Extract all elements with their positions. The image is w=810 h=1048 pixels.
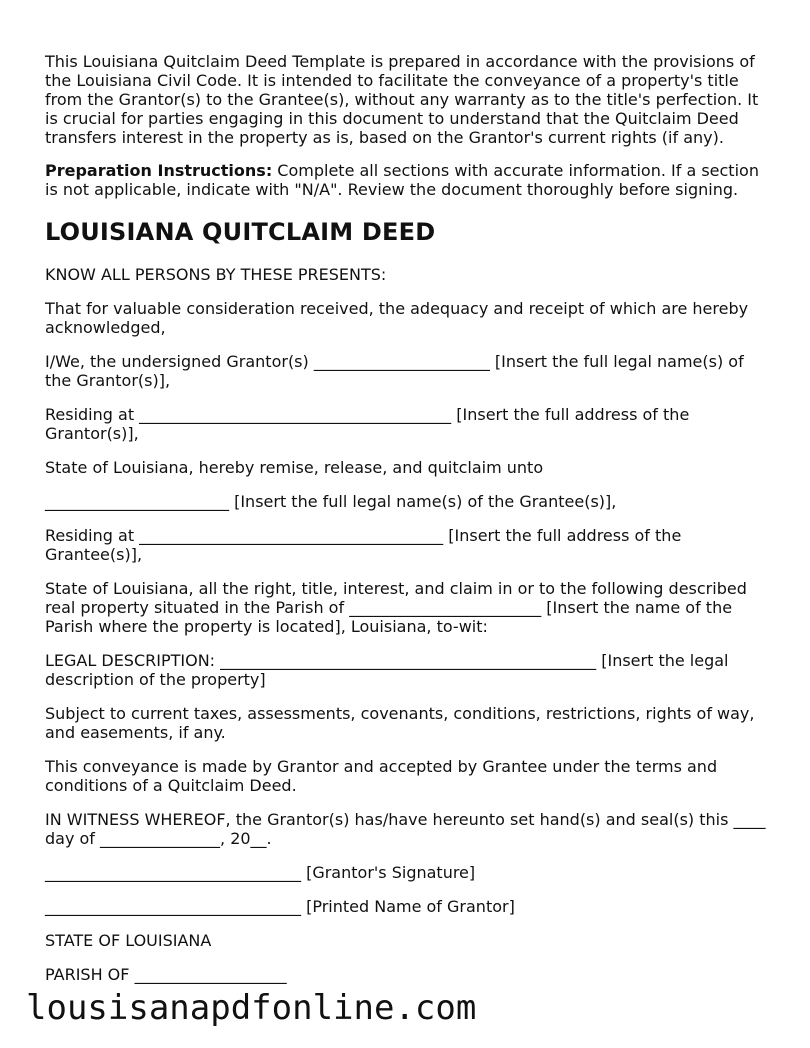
preparation-instructions <box>45 161 775 199</box>
consideration-paragraph: That for valuable consideration received, the adequacy and receipt of which are hereby acknowledged, <box>45 299 749 337</box>
know-all-line: KNOW ALL PERSONS BY THESE PRESENTS: <box>45 265 387 284</box>
quitclaim-unto-line: State of Louisiana, hereby remise, release, and quitclaim unto <box>45 458 544 477</box>
property-paragraph: State of Louisiana, all the right, title, interest, and claim in or to the following described real property situated in the Parish of ________________________ [Insert the name of the Parish where the property is located], Louisiana, to-wit: <box>45 579 747 636</box>
witness-paragraph: IN WITNESS WHEREOF, the Grantor(s) has/have hereunto set hand(s) and seal(s) this ____ day of _______________, 20__. <box>45 810 766 848</box>
document-page <box>45 52 775 999</box>
site-watermark: lousisanapdfonline.com <box>26 988 480 1028</box>
grantor-signature-line: ________________________________ [Grantor's Signature] <box>45 863 476 882</box>
document-title: LOUISIANA QUITCLAIM DEED <box>45 218 436 246</box>
preparation-text: Complete all sections with accurate information. If a section is not applicable, indicate with "N/A". Review the document thoroughly before signing. <box>45 161 759 199</box>
subject-to-paragraph: Subject to current taxes, assessments, covenants, conditions, restrictions, rights of way, and easements, if any. <box>45 704 755 742</box>
state-line: STATE OF LOUISIANA <box>45 931 212 950</box>
conveyance-paragraph: This conveyance is made by Grantor and accepted by Grantee under the terms and conditions of a Quitclaim Deed. <box>45 757 718 795</box>
grantee-name-line: _______________________ [Insert the full legal name(s) of the Grantee(s)], <box>45 492 617 511</box>
intro-paragraph: This Louisiana Quitclaim Deed Template is prepared in accordance with the provisions of the Louisiana Civil Code. It is intended to facilitate the conveyance of a property's title from the Grantor(s) to the Grantee(s), without any warranty as to the title's perfection. It is crucial for parties engaging in this document to understand that the Quitclaim Deed transfers interest in the property as is, based on the Grantor's current rights (if any). <box>45 52 759 147</box>
legal-description-line: LEGAL DESCRIPTION: _______________________________________________ [Insert the legal description of the property] <box>45 651 729 689</box>
grantee-address-line: Residing at ______________________________________ [Insert the full address of the Grantee(s)], <box>45 526 682 564</box>
grantor-name-line: I/We, the undersigned Grantor(s) ______________________ [Insert the full legal name(s) of the Grantor(s)], <box>45 352 744 390</box>
parish-line: PARISH OF ___________________ <box>45 965 287 984</box>
preparation-label: Preparation Instructions: <box>45 161 273 180</box>
grantor-address-line: Residing at _______________________________________ [Insert the full address of the Grantor(s)], <box>45 405 690 443</box>
printed-name-line: ________________________________ [Printed Name of Grantor] <box>45 897 515 916</box>
